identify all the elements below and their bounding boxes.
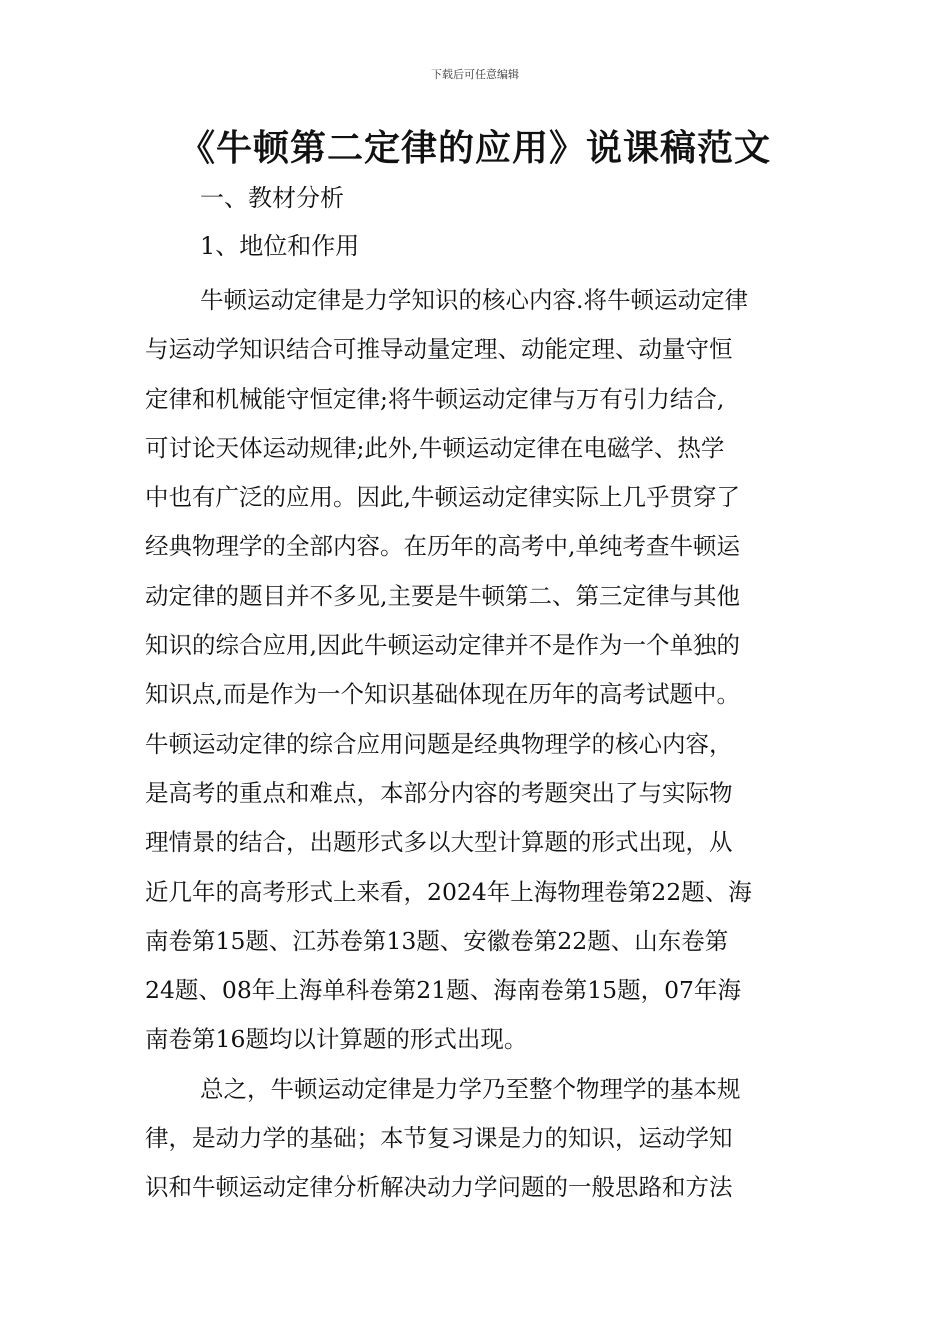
paragraph-line: 24题、08年上海单科卷第21题、海南卷第15题，07年海 <box>145 976 742 1005</box>
paragraph-line: 是高考的重点和难点，本部分内容的考题突出了与实际物 <box>145 778 733 807</box>
body-text <box>145 276 810 1213</box>
document-title: 《牛顿第二定律的应用》说课稿范文 <box>178 128 771 169</box>
paragraph-line: 动定律的题目并不多见,主要是牛顿第二、第三定律与其他 <box>145 581 740 610</box>
paragraph-line: 知识点,而是作为一个知识基础体现在历年的高考试题中。 <box>145 680 740 709</box>
paragraph-line: 识和牛顿运动定律分析解决动力学问题的一般思路和方法 <box>145 1173 733 1202</box>
paragraph-line: 近几年的高考形式上来看，2024年上海物理卷第22题、海 <box>145 877 752 906</box>
section-heading: 一、教材分析 <box>200 184 344 212</box>
subsection-heading: 1、地位和作用 <box>200 232 360 260</box>
paragraph-line: 牛顿运动定律的综合应用问题是经典物理学的核心内容， <box>145 729 733 758</box>
paragraph-line: 理情景的结合，出题形式多以大型计算题的形式出现，从 <box>145 828 733 857</box>
paragraph-line: 律，是动力学的基础；本节复习课是力的知识，运动学知 <box>145 1124 733 1153</box>
paragraph-line: 定律和机械能守恒定律;将牛顿运动定律与万有引力结合, <box>145 384 725 413</box>
paragraph-line: 可讨论天体运动规律;此外,牛顿运动定律在电磁学、热学 <box>145 433 725 462</box>
paragraph-line: 中也有广泛的应用。因此,牛顿运动定律实际上几乎贯穿了 <box>145 483 740 512</box>
paragraph-line: 牛顿运动定律是力学知识的核心内容.将牛顿运动定律 <box>200 286 748 314</box>
paragraph-line: 经典物理学的全部内容。在历年的高考中,单纯考查牛顿运 <box>145 532 740 561</box>
paragraph-line: 总之，牛顿运动定律是力学乃至整个物理学的基本规 <box>200 1074 741 1103</box>
paragraph-line: 南卷第16题均以计算题的形式出现。 <box>145 1025 528 1054</box>
paragraph-line: 知识的综合应用,因此牛顿运动定律并不是作为一个单独的 <box>145 631 740 660</box>
paragraph-line: 南卷第15题、江苏卷第13题、安徽卷第22题、山东卷第 <box>145 926 729 955</box>
paragraph-line: 与运动学知识结合可推导动量定理、动能定理、动量守恒 <box>145 335 733 364</box>
page-header-note: 下载后可任意编辑 <box>431 68 519 81</box>
